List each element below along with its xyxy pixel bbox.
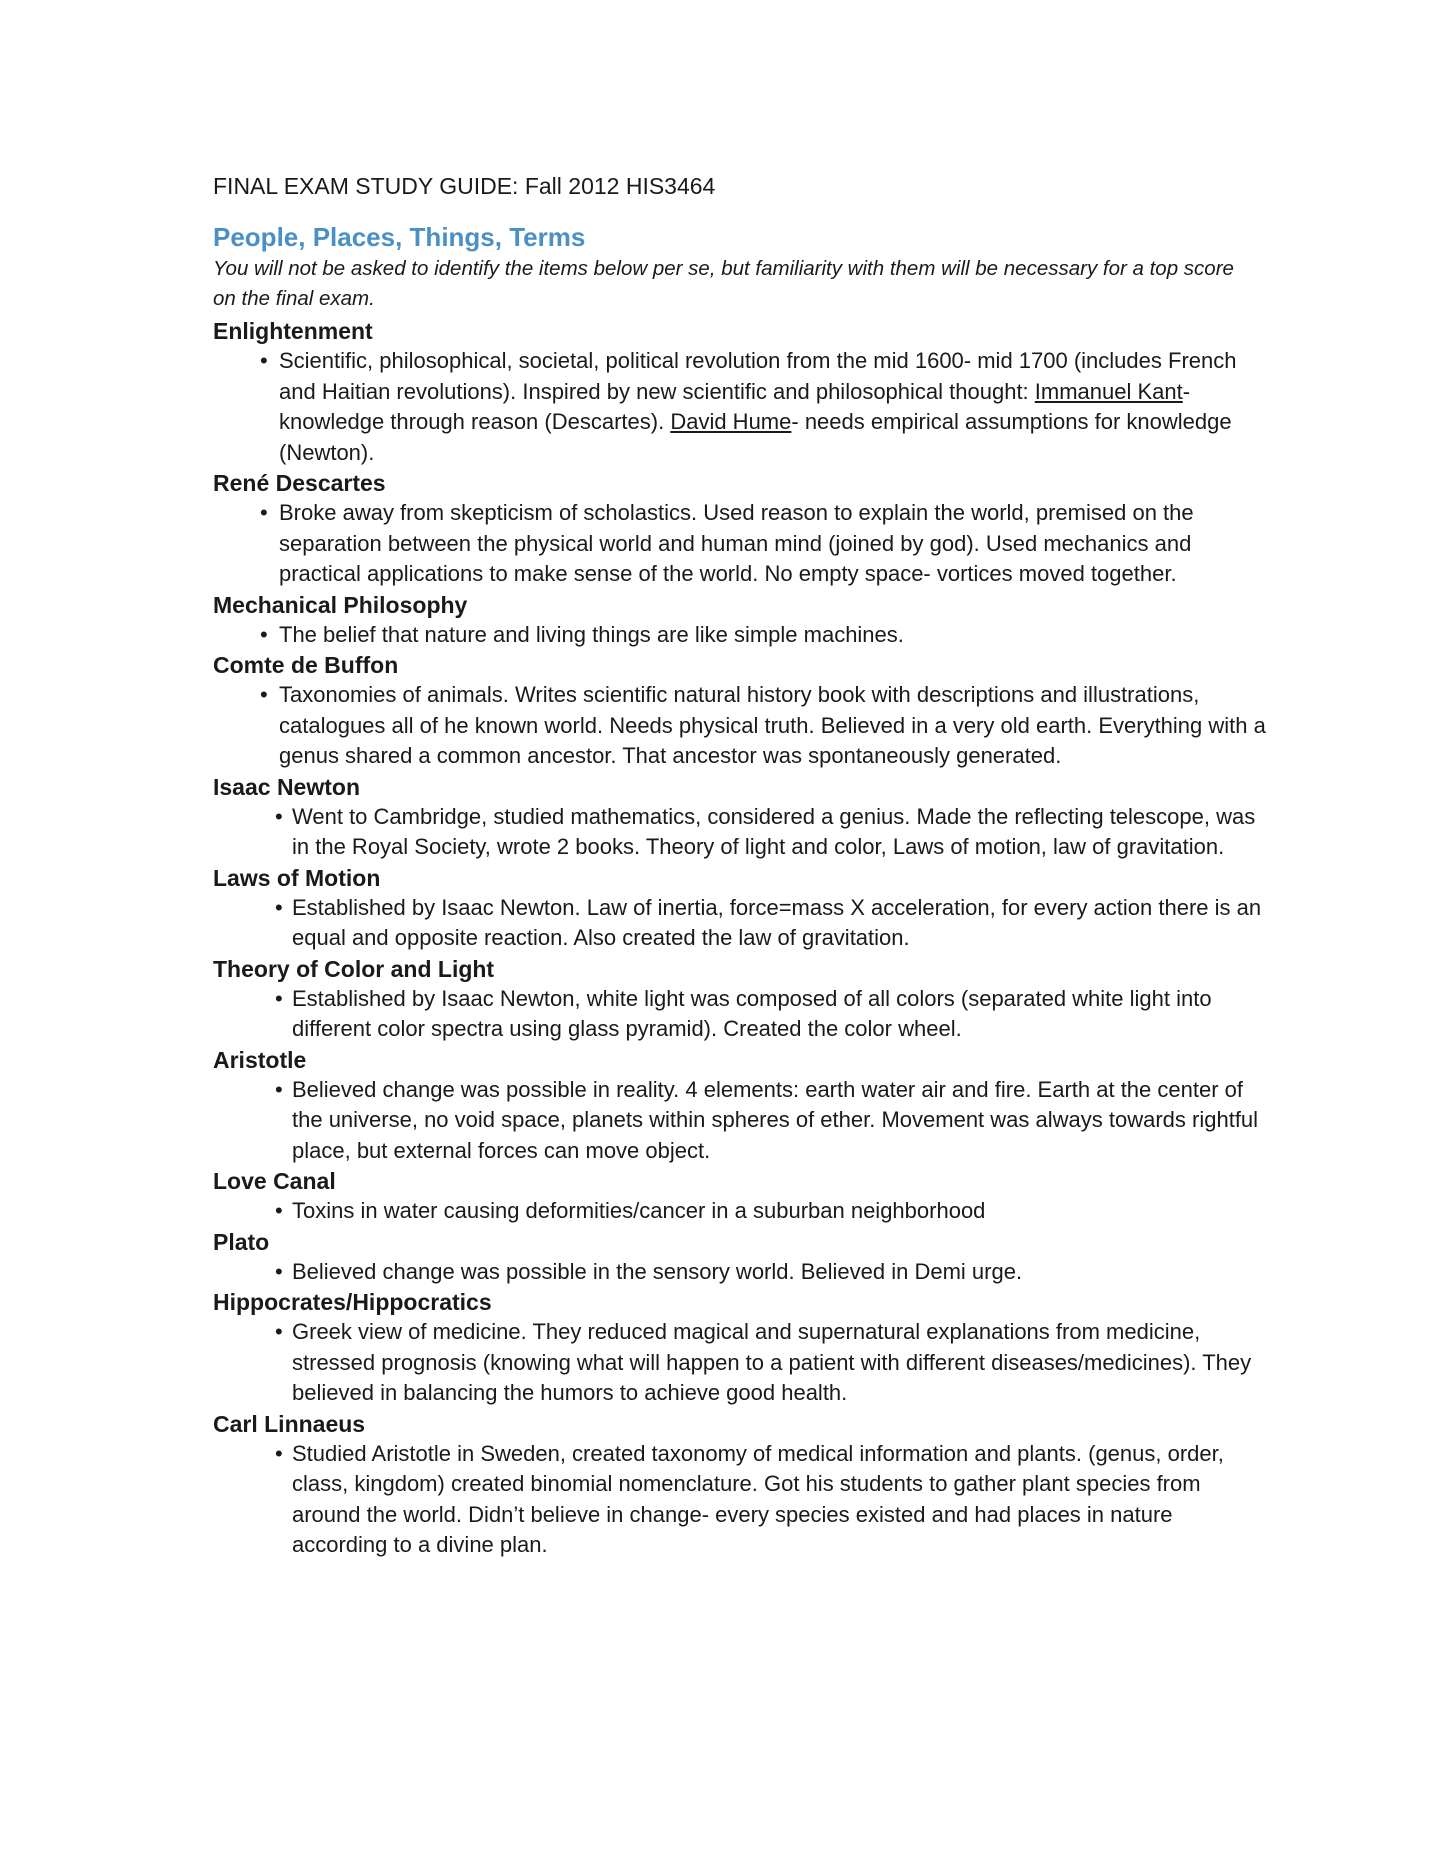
desc-text: Broke away from skepticism of scholastics. Used reason to explain the world, premised on the separation between the physical world and human mind (joined by god). Used mechanics and practical applications to make sense of the world. No empty space- vortices moved together. xyxy=(279,500,1194,586)
entry-description xyxy=(260,498,1267,590)
entry-description xyxy=(265,802,1262,863)
desc-text: Believed change was possible in reality. 4 elements: earth water air and fire. Earth at the center of the universe, no void space, planets within spheres of ether. Movement was always towards rightful place, but external forces can move object. xyxy=(292,1076,1259,1163)
entry-description xyxy=(265,1317,1262,1409)
entry-rene-descartes xyxy=(213,468,1253,590)
entry-term: René Descartes xyxy=(213,470,386,496)
desc-text: - knowledge through reason (Descartes). xyxy=(279,378,1191,434)
link-immanuel-kant[interactable]: Immanuel Kant xyxy=(1034,378,1183,404)
bullet-icon: • xyxy=(275,1076,283,1102)
desc-text: - needs empirical assumptions for knowledge (Newton). xyxy=(279,409,1232,465)
entry-description xyxy=(265,1257,1262,1288)
entry-comte-de-buffon xyxy=(213,650,1266,772)
entry-term: Enlightenment xyxy=(213,318,373,344)
entry-description xyxy=(265,1196,1262,1227)
entry-laws-of-motion xyxy=(213,863,1262,954)
bullet-icon: • xyxy=(275,1319,283,1344)
desc-text: Established by Isaac Newton, white light was composed of all colors (separated white light into different color spectra using glass pyramid). Created the color wheel. xyxy=(292,985,1212,1041)
entry-enlightenment xyxy=(213,316,1253,468)
entry-plato xyxy=(213,1227,1253,1288)
entry-description xyxy=(265,893,1262,954)
entry-term: Laws of Motion xyxy=(213,864,381,891)
entry-term: Plato xyxy=(213,1228,270,1255)
desc-text: Went to Cambridge, studied mathematics, considered a genius. Made the reflecting telescope, was in the Royal Society, wrote 2 books. Theory of light and color, Laws of motion, law of gravitation. xyxy=(292,803,1256,859)
entry-description xyxy=(265,1075,1262,1167)
entry-aristotle xyxy=(213,1045,1259,1167)
entry-term: Comte de Buffon xyxy=(213,652,399,678)
entry-mechanical-philosophy xyxy=(213,590,1253,651)
bullet-icon: • xyxy=(275,894,283,920)
entry-term: Hippocrates/Hippocratics xyxy=(213,1289,492,1315)
entry-description xyxy=(260,680,1267,772)
entry-description xyxy=(265,984,1262,1045)
bullet-icon: • xyxy=(275,1198,283,1223)
entry-description xyxy=(260,346,1267,468)
section-note: You will not be asked to identify the items below per se, but familiarity with them will be necessary for a top score on the final exam. xyxy=(213,257,1234,310)
entry-term: Love Canal xyxy=(213,1168,336,1194)
entry-hippocrates xyxy=(213,1287,1253,1409)
entry-term: Carl Linnaeus xyxy=(213,1410,366,1437)
desc-text: The belief that nature and living things are like simple machines. xyxy=(279,621,904,647)
entry-isaac-newton xyxy=(213,772,1256,863)
bullet-icon: • xyxy=(275,1258,283,1284)
desc-text: Studied Aristotle in Sweden, created taxonomy of medical information and plants. (genus, order, class, kingdom) created binomial nomenclature. Got his students to gather plant species from around the world. Didn’t believe in change- every species existed and had places in nature according to a divine plan. xyxy=(292,1440,1224,1557)
bullet-icon: • xyxy=(260,348,268,373)
entry-term: Isaac Newton xyxy=(213,773,360,800)
bullet-icon: • xyxy=(275,1440,283,1466)
bullet-icon: • xyxy=(275,985,283,1011)
entry-carl-linnaeus xyxy=(213,1409,1253,1561)
document-title: FINAL EXAM STUDY GUIDE: Fall 2012 HIS3464 xyxy=(213,173,716,199)
entry-term: Aristotle xyxy=(213,1046,307,1073)
document-page xyxy=(213,170,1266,1561)
section-heading: People, Places, Things, Terms xyxy=(213,222,586,252)
link-david-hume[interactable]: David Hume xyxy=(670,409,792,434)
entry-term: Theory of Color and Light xyxy=(213,955,495,982)
entry-description xyxy=(265,1439,1262,1561)
bullet-icon: • xyxy=(260,500,268,525)
entry-term: Mechanical Philosophy xyxy=(213,591,468,618)
entry-theory-of-color-and-light xyxy=(213,954,1253,1045)
desc-text: Believed change was possible in the sensory world. Believed in Demi urge. xyxy=(292,1258,1023,1284)
desc-text: Greek view of medicine. They reduced magical and supernatural explanations from medicine, stressed prognosis (knowing what will happen to a patient with different diseases/medicines). They believed in balancing the humors to achieve good health. xyxy=(292,1319,1252,1405)
bullet-icon: • xyxy=(260,682,268,707)
desc-text: Taxonomies of animals. Writes scientific natural history book with descriptions and illustrations, catalogues all of he known world. Needs physical truth. Believed in a very old earth. Everything with a genus shared a common ancestor. That ancestor was spontaneously generated. xyxy=(279,682,1266,768)
bullet-icon: • xyxy=(275,803,283,829)
desc-text: Established by Isaac Newton. Law of inertia, force=mass X acceleration, for every action there is an equal and opposite reaction. Also created the law of gravitation. xyxy=(292,894,1262,950)
desc-text: Toxins in water causing deformities/cancer in a suburban neighborhood xyxy=(292,1198,986,1223)
bullet-icon: • xyxy=(260,621,268,647)
desc-text: Scientific, philosophical, societal, political revolution from the mid 1600- mid 1700 (includes French and Haitian revolutions). Inspired by new scientific and philosophical thought: xyxy=(279,348,1237,404)
entry-description xyxy=(260,620,1267,651)
entry-love-canal xyxy=(213,1166,1253,1227)
